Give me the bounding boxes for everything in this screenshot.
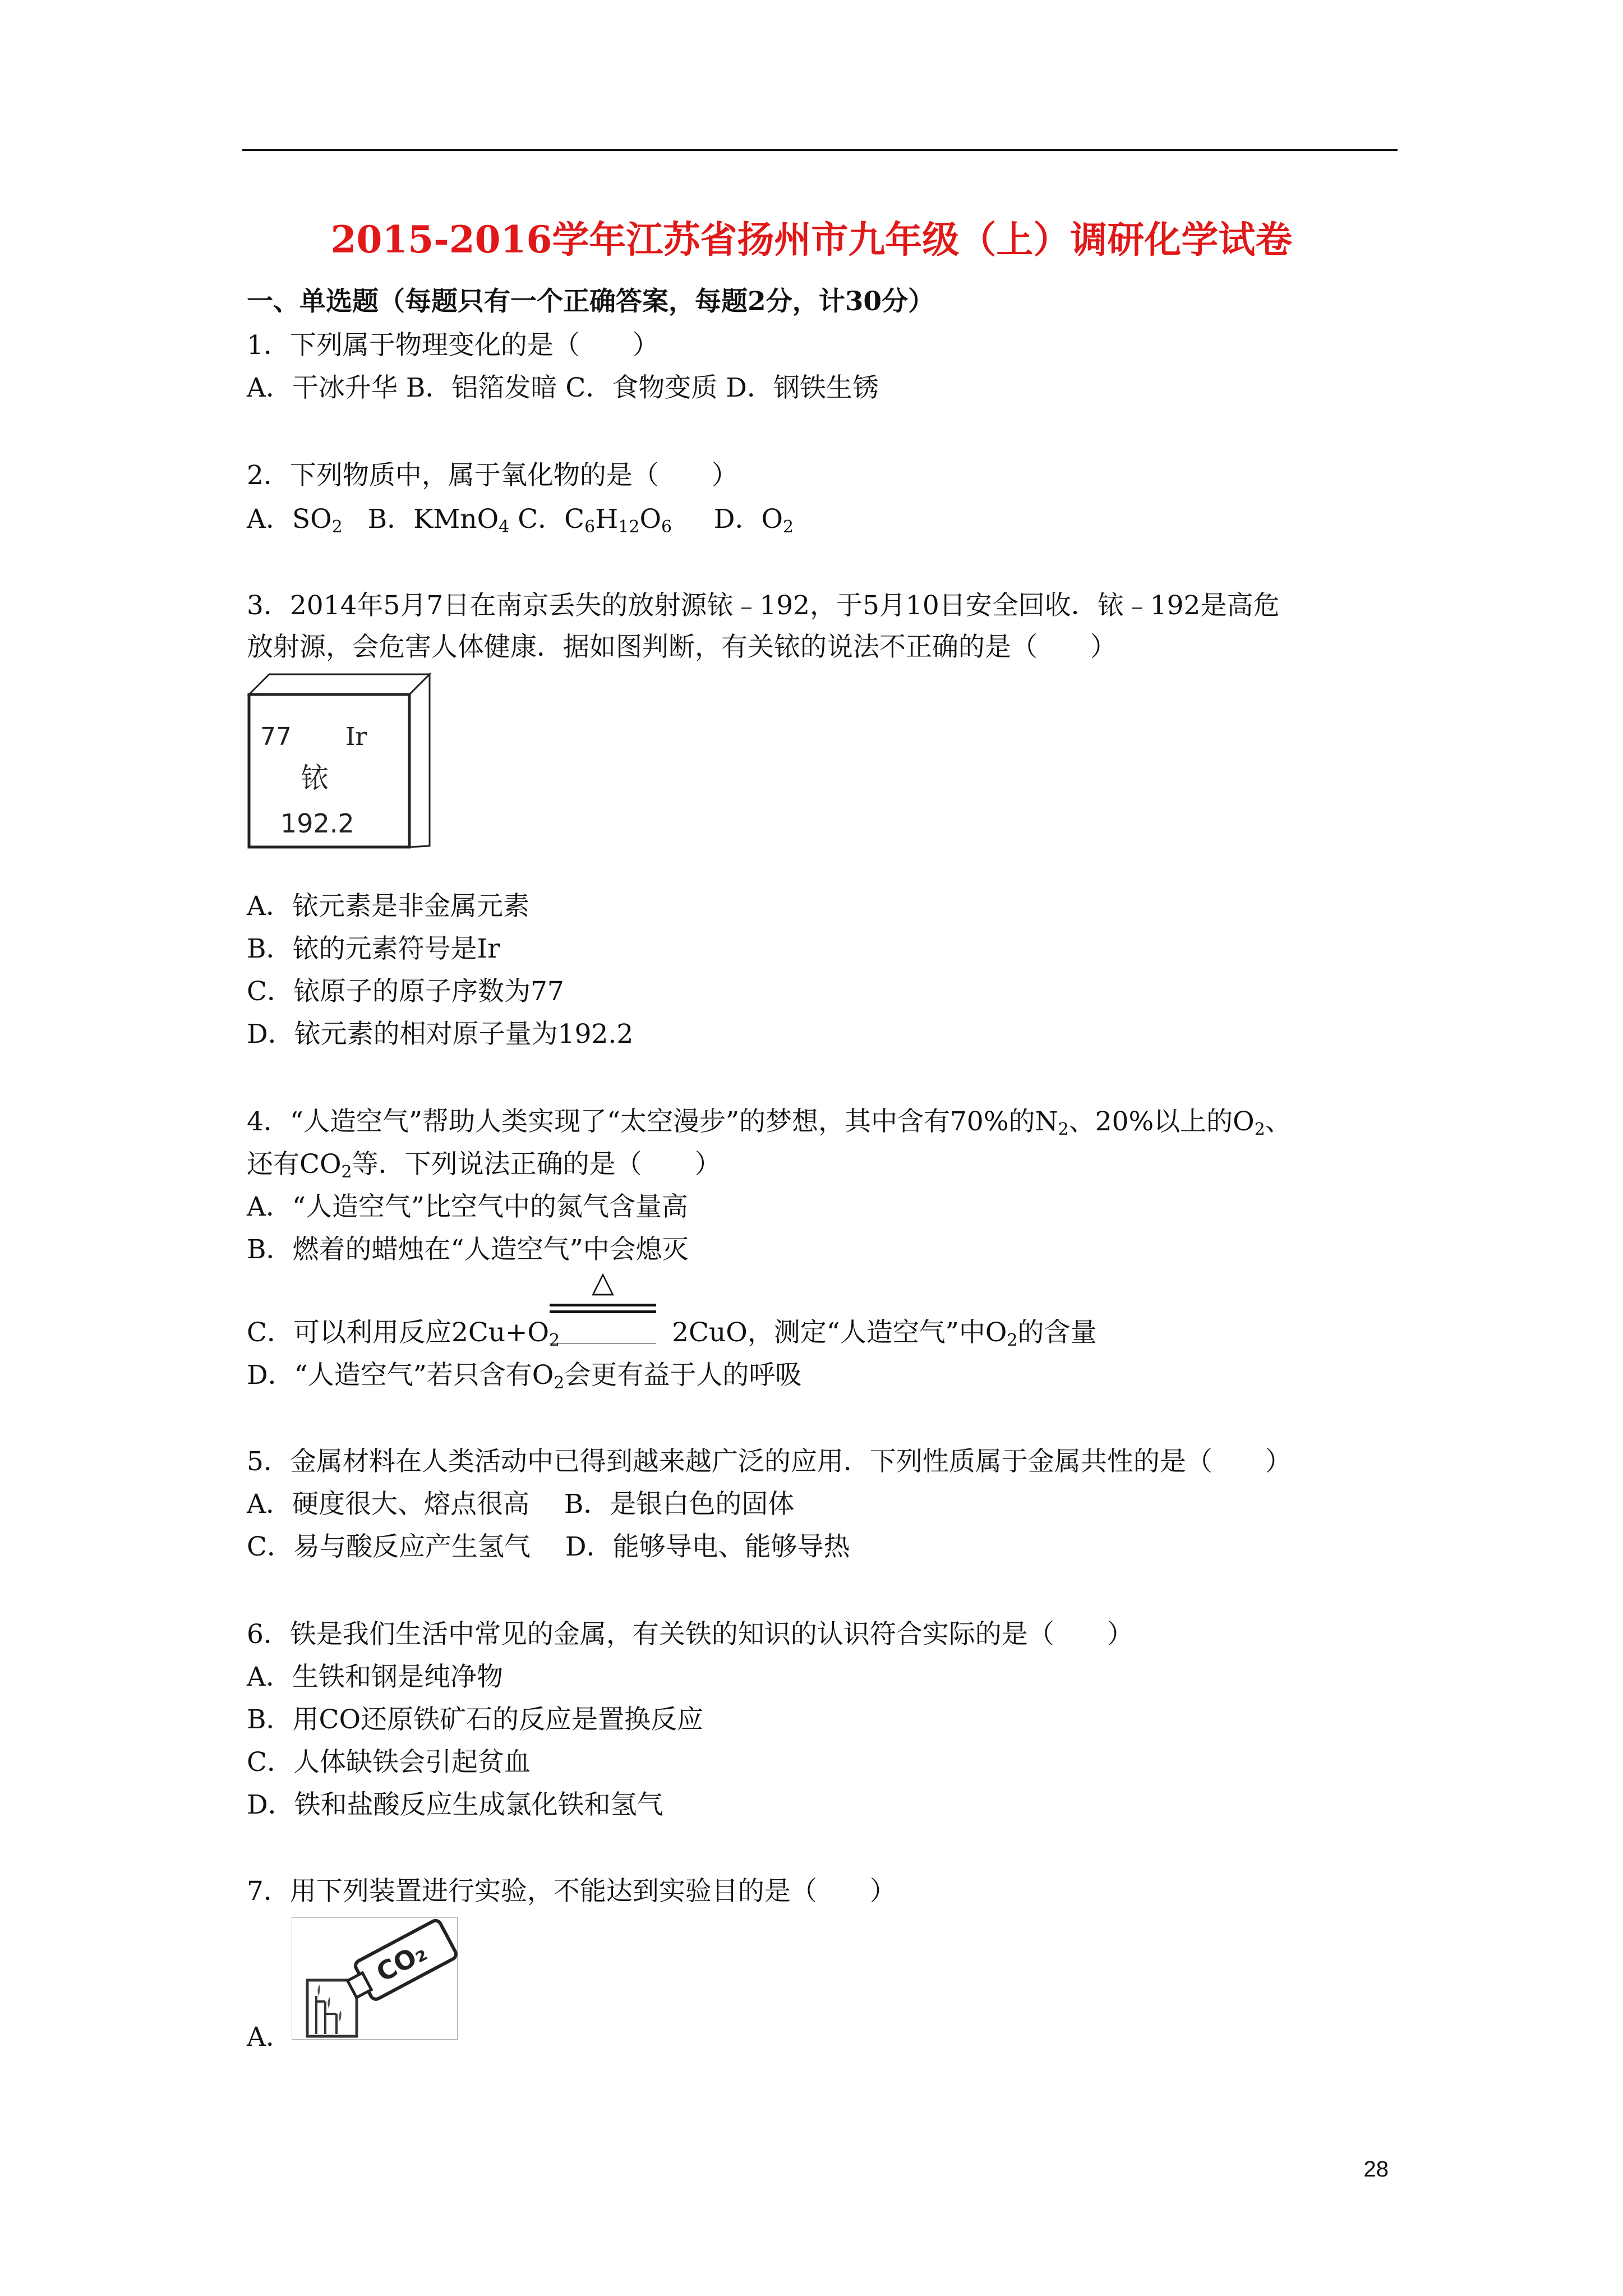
- q2-option-c: C．C: [518, 504, 585, 535]
- section-heading: 一、单选题（每题只有一个正确答案，每题2分，计30分）: [247, 286, 935, 317]
- q2-option-b: B．KMnO: [367, 504, 499, 535]
- question-2-options: A．$SO_2$ B．KMnO$_4$ C．$C_6H_{12}O_6$ D．$O_2$: [247, 504, 794, 537]
- question-5-options-line2: C．易与酸反应产生氢气 D．能够导电、能够导热: [247, 1531, 850, 1562]
- tile-top-face: [249, 674, 430, 694]
- element-tile-figure: [247, 672, 432, 852]
- question-4-stem-line1: 4．“人造空气”帮助人类实现了“太空漫步”的梦想，其中含有70%的$N_2$、20%以上的$O_2$、: [247, 1106, 1292, 1139]
- equation-bar-top: [550, 1304, 656, 1306]
- question-3-stem-line1: 3．2014年5月7日在南京丢失的放射源铱﹣192，于5月10日安全回收．铱﹣192是高危: [247, 590, 1280, 621]
- header-rule: [242, 149, 1398, 151]
- question-1-stem: 1．下列属于物理变化的是（ ）: [247, 330, 659, 361]
- question-4-stem-line2: 还有$CO_2$等．下列说法正确的是（ ）: [247, 1149, 721, 1182]
- question-6-option-c: C．人体缺铁会引起贫血: [247, 1747, 531, 1778]
- question-5-stem: 5．金属材料在人类活动中已得到越来越广泛的应用．下列性质属于金属共性的是（ ）: [247, 1446, 1292, 1477]
- question-4-option-d: D．“人造空气”若只含有$O_2$会更有益于人的呼吸: [247, 1360, 802, 1393]
- question-6-stem: 6．铁是我们生活中常见的金属，有关铁的知识的认识符合实际的是（ ）: [247, 1619, 1133, 1650]
- page-number: 28: [1363, 2157, 1389, 2182]
- question-7-stem: 7．用下列装置进行实验，不能达到实验目的是（ ）: [247, 1876, 896, 1907]
- question-6-option-b: B．用CO还原铁矿石的反应是置换反应: [247, 1704, 704, 1735]
- question-4-option-c: C．可以利用反应$2Cu+O_2$ 2CuO，测定“人造空气”中$O_2$的含量: [247, 1317, 1097, 1350]
- tile-atomic-number: 77: [260, 723, 292, 751]
- question-3-option-a: A．铱元素是非金属元素: [247, 891, 529, 922]
- tile-element-name: 铱: [301, 762, 329, 794]
- tile-atomic-mass: 192.2: [280, 808, 354, 839]
- co2-label: CO₂: [371, 1936, 432, 1988]
- question-3-option-b: B．铱的元素符号是Ir: [247, 933, 500, 964]
- question-5-options-line1: A．硬度很大、熔点很高 B．是银白色的固体: [247, 1489, 795, 1520]
- q2-option-d: D．O: [713, 504, 783, 535]
- question-3-option-c: C．铱原子的原子序数为77: [247, 976, 564, 1007]
- question-3-option-d: D．铱元素的相对原子量为192.2: [247, 1019, 634, 1050]
- document-title: 2015-2016学年江苏省扬州市九年级（上）调研化学试卷: [330, 218, 1293, 261]
- co2-apparatus-figure: [292, 1917, 460, 2042]
- q2-option-a: A．SO: [247, 504, 332, 535]
- question-2-stem: 2．下列物质中，属于氧化物的是（ ）: [247, 460, 738, 491]
- question-4-option-a: A．“人造空气”比空气中的氮气含量高: [247, 1191, 688, 1222]
- question-6-option-d: D．铁和盐酸反应生成氯化铁和氢气: [247, 1789, 663, 1820]
- tile-symbol: Ir: [345, 723, 367, 751]
- question-1-options: A．干冰升华 B．铝箔发暗 C．食物变质 D．钢铁生锈: [247, 372, 879, 403]
- question-7-option-a: A．: [247, 2022, 292, 2053]
- heat-triangle-icon: △: [592, 1266, 614, 1299]
- equation-bar-bottom: [550, 1310, 656, 1313]
- tile-side-face: [409, 674, 430, 847]
- question-4-option-b: B．燃着的蜡烛在“人造空气”中会熄灭: [247, 1234, 689, 1265]
- question-6-option-a: A．生铁和钢是纯净物: [247, 1662, 503, 1692]
- question-3-stem-line2: 放射源，会危害人体健康．据如图判断，有关铱的说法不正确的是（ ）: [247, 632, 1117, 662]
